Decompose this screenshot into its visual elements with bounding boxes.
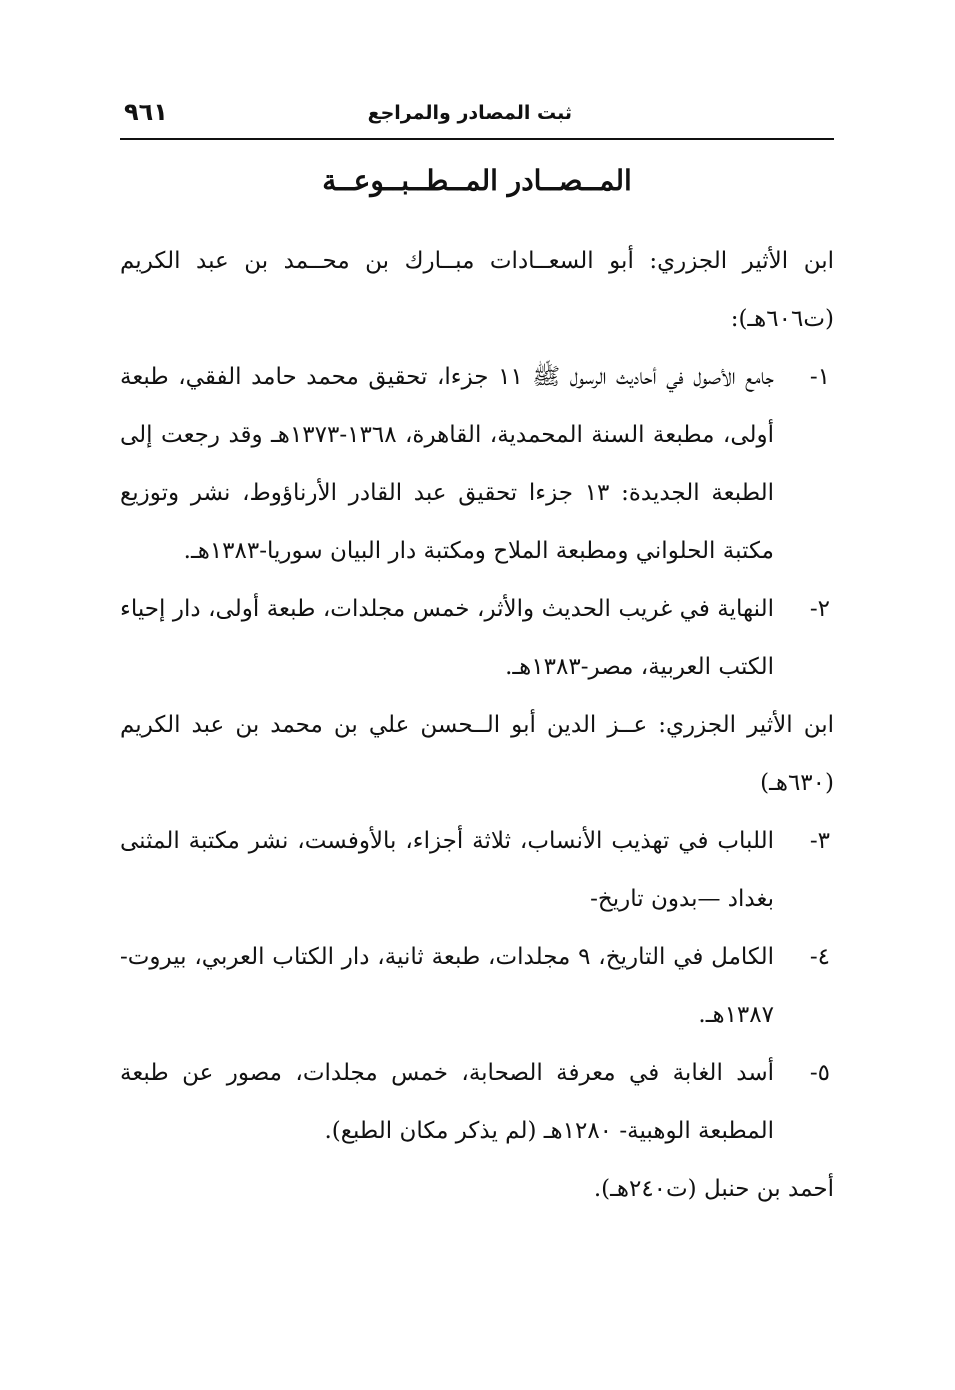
bibliography-item — [120, 1044, 834, 1160]
item-number: ٣- — [809, 828, 830, 854]
item-text: أسد الغابة في معرفة الصحابة، خمس مجلدات، مصور عن طبعة المطبعة الوهبية- ١٢٨٠هـ (لم يذكر مكان الطبع). — [120, 1060, 774, 1144]
bibliography-item — [120, 928, 834, 1044]
section-title: المــصــادر المــطــبــوعــة — [322, 164, 632, 197]
item-text: جامع الأصول في أحاديث الرسول ﷺ ١١ جزءا، تحقيق محمد حامد الفقي، طبعة أولى، مطبعة السنة المحمدية، القاهرة، ١٣٦٨-١٣٧٣هـ وقد رجعت إلى الطبعة الجديدة: ١٣ جزءا تحقيق عبد القادر الأرناؤوط، نشر وتوزيع مكتبة الحلواني ومطبعة الملاح ومكتبة دار البيان سوريا-١٣٨٣هـ. — [120, 364, 775, 564]
page-header — [120, 92, 834, 140]
item-number: ٢- — [809, 596, 830, 622]
page-number: ٩٦١ — [124, 98, 168, 126]
author-entry: أحمد بن حنبل (ت٢٤٠هـ). — [593, 1176, 834, 1202]
running-title: ثبت المصادر والمراجع — [367, 102, 572, 124]
item-text: اللباب في تهذيب الأنساب، ثلاثة أجزاء، بالأوفست، نشر مكتبة المثنى بغداد —بدون تاريخ- — [120, 828, 774, 912]
item-text: الكامل في التاريخ، ٩ مجلدات، طبعة ثانية، دار الكتاب العربي، بيروت- ١٣٨٧هـ. — [120, 944, 774, 1028]
item-number: ٥- — [809, 1060, 830, 1086]
bibliography-list — [120, 232, 834, 1218]
item-number: ٤- — [809, 944, 830, 970]
bibliography-item — [120, 348, 834, 580]
item-number: ١- — [809, 364, 830, 390]
item-text: النهاية في غريب الحديث والأثر، خمس مجلدات، طبعة أولى، دار إحياء الكتب العربية، مصر-١٣٨٣هـ. — [120, 596, 774, 680]
bibliography-item — [120, 812, 834, 928]
author-entry: ابن الأثير الجزري: أبو السعــادات مبــارك بن محــمد بن عبد الكريم (ت٦٠٦هـ): — [120, 248, 834, 332]
author-entry: ابن الأثير الجزري: عــز الدين أبو الــحسن علي بن محمد بن عبد الكريم (٦٣٠هـ) — [120, 712, 834, 796]
bibliography-item — [120, 580, 834, 696]
